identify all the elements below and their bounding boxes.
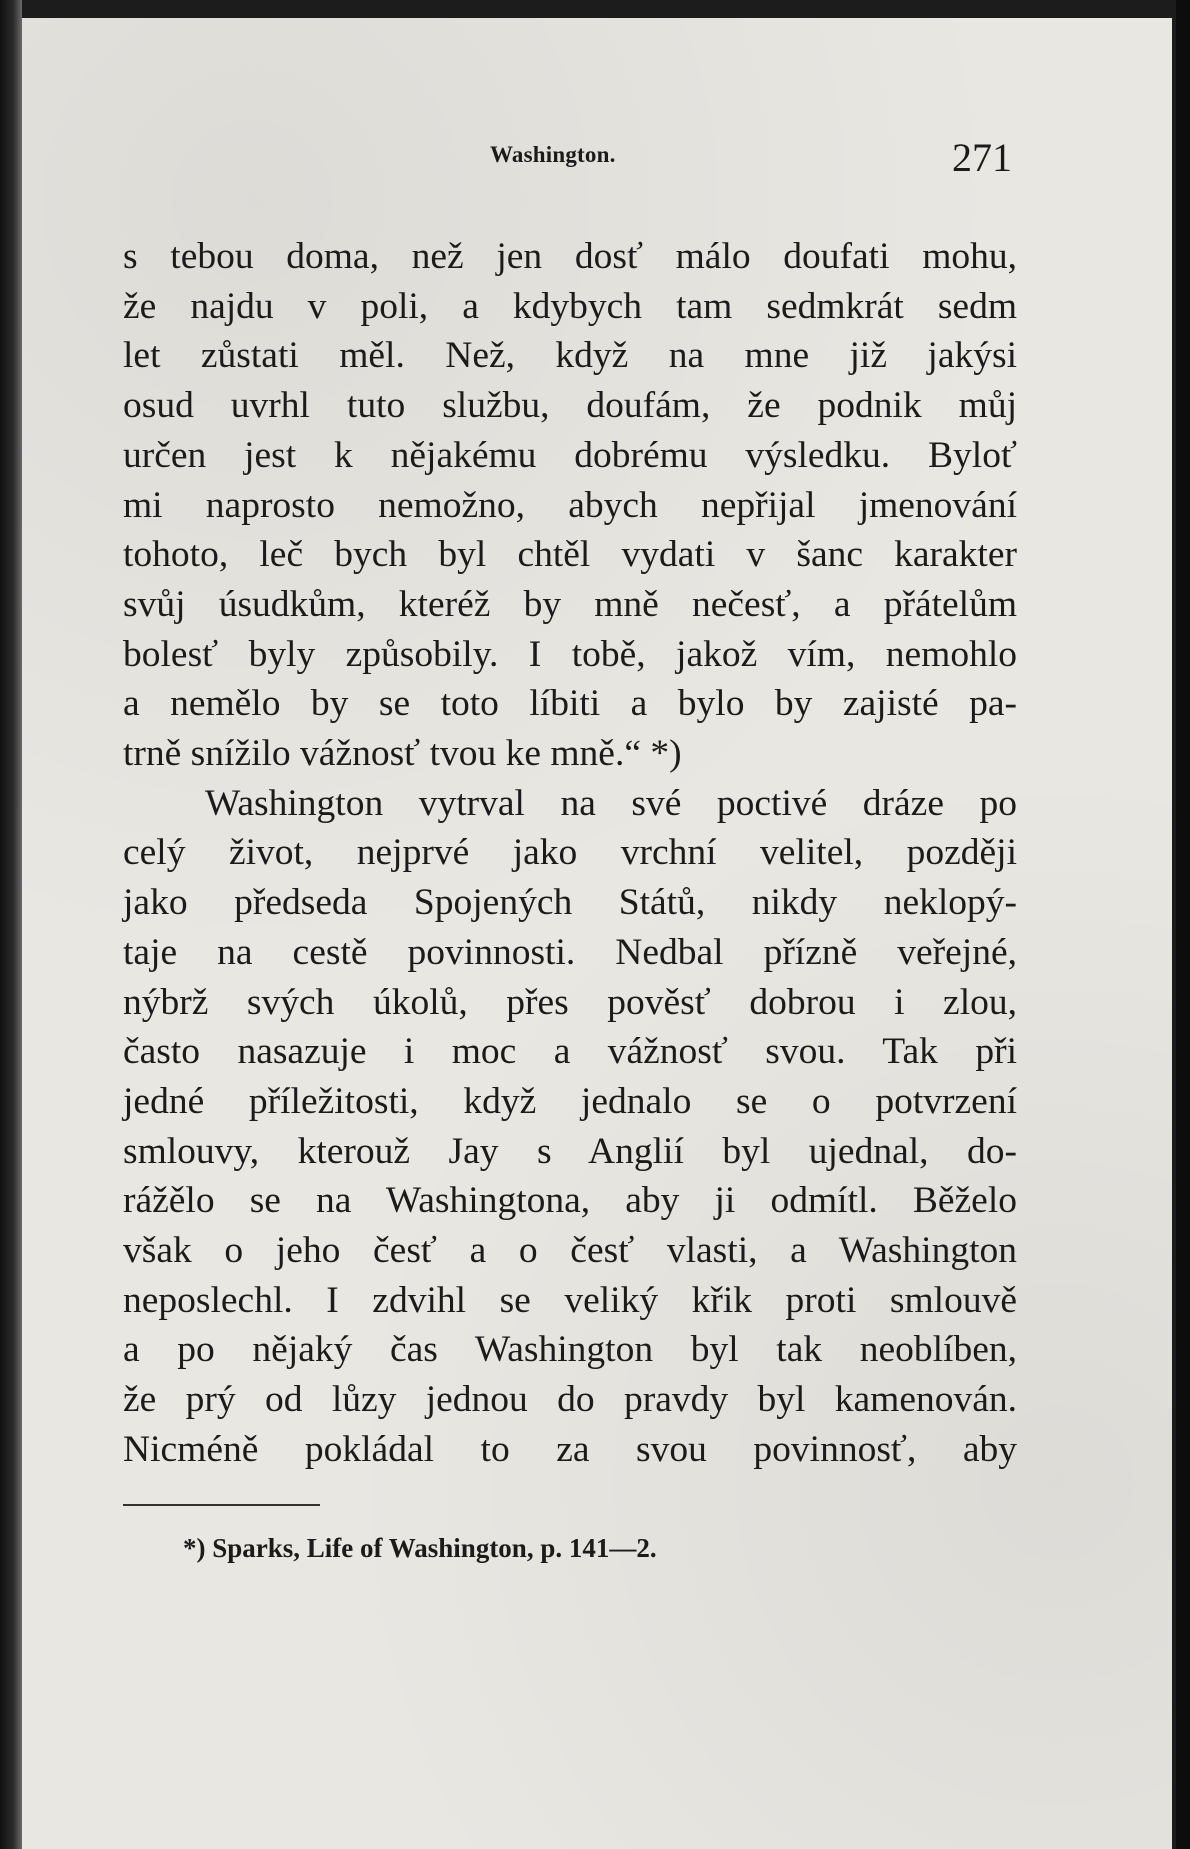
text-line: že prý od lůzy jednou do pravdy byl kamenován. (123, 1379, 1017, 1421)
scan-edge (1176, 0, 1190, 1849)
text-line: Nicméně pokládal to za svou povinnosť, aby (123, 1428, 1017, 1470)
text-line: tohoto, leč bych byl chtěl vydati v šanc karakter (123, 534, 1017, 576)
page-number: 271 (952, 135, 1012, 180)
text-line: bolesť byly způsobily. I tobě, jakož vím, nemohlo (123, 633, 1017, 675)
text-line: jako předseda Spojených Států, nikdy neklopý- (123, 882, 1017, 924)
text-line: osud uvrhl tuto službu, doufám, že podnik můj (123, 385, 1017, 427)
page-header (0, 135, 1190, 180)
text-line: s tebou doma, než jen dosť málo doufati mohu, (123, 236, 1017, 277)
text-line: taje na cestě povinnosti. Nedbal přízně veřejné, (123, 931, 1017, 973)
text-line: svůj úsudkům, kteréž by mně nečesť, a přátelům (123, 583, 1017, 625)
text-line: smlouvy, kterouž Jay s Anglií byl ujednal, do- (123, 1130, 1017, 1172)
text-line: nýbrž svých úkolů, přes pověsť dobrou i zlou, (123, 981, 1017, 1023)
footnote-divider (123, 1504, 320, 1506)
text-line-paragraph-start: Washington vytrval na své poctivé dráze po (205, 782, 1017, 824)
text-line: často nasazuje i moc a vážnosť svou. Tak při (123, 1031, 1017, 1073)
running-head: Washington. (490, 142, 616, 167)
text-line: a nemělo by se toto líbiti a bylo by zajisté pa- (123, 683, 1017, 725)
text-line: rážělo se na Washingtona, aby ji odmítl. Běželo (123, 1180, 1017, 1222)
text-line: a po nějaký čas Washington byl tak neoblíben, (123, 1329, 1017, 1371)
text-line: celý život, nejprvé jako vrchní velitel, později (123, 832, 1017, 874)
text-line: jedné příležitosti, když jednalo se o potvrzení (123, 1080, 1017, 1122)
body-text (123, 232, 1017, 1475)
text-line: neposlechl. I zdvihl se veliký křik proti smlouvě (123, 1279, 1017, 1321)
text-line-paragraph-end: trně snížilo vážnosť tvou ke mně.“ *) (123, 733, 682, 775)
text-line: let zůstati měl. Než, když na mne již jakýsi (123, 335, 1017, 377)
text-line: však o jeho česť a o česť vlasti, a Washington (123, 1230, 1017, 1272)
text-line: mi naprosto nemožno, abych nepřijal jmenování (123, 484, 1017, 526)
text-line: že najdu v poli, a kdybych tam sedmkrát sedm (123, 285, 1017, 327)
text-line: určen jest k nějakému dobrému výsledku. Byloť (123, 434, 1017, 476)
book-gutter-shadow (0, 0, 22, 1849)
footnote: *) Sparks, Life of Washington, p. 141—2. (183, 1533, 657, 1563)
